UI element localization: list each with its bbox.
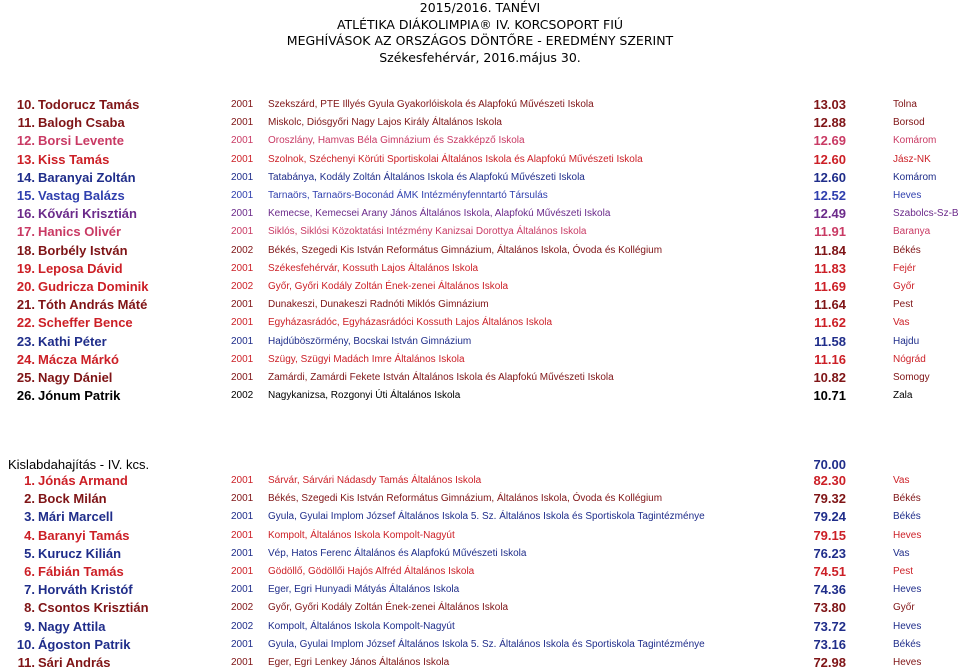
school-name: Kompolt, Általános Iskola Kompolt-Nagyút xyxy=(268,529,455,541)
birth-year: 2001 xyxy=(231,299,254,311)
rank-cell: 3. xyxy=(24,509,35,525)
result-value: 73.72 xyxy=(813,618,846,634)
county-name: Győr xyxy=(893,281,915,292)
table-row xyxy=(0,169,960,187)
result-value: 10.71 xyxy=(813,388,846,404)
birth-year: 2001 xyxy=(231,584,254,596)
table-row xyxy=(0,599,960,617)
athlete-name: Balogh Csaba xyxy=(38,115,125,131)
table-row xyxy=(0,314,960,332)
county-name: Fejér xyxy=(893,262,916,274)
school-name: Győr, Győri Kodály Zoltán Ének-zenei Általános Iskola xyxy=(268,602,509,614)
birth-year: 2001 xyxy=(231,529,254,541)
school-name: Egyházasrádóc, Egyházasrádóci Kossuth Lajos Általános Iskola xyxy=(268,317,553,329)
section-title-ball-throw: Kislabdahajítás - IV. kcs. xyxy=(8,457,150,472)
birth-year: 2001 xyxy=(231,153,254,165)
school-name: Szekszárd, PTE Illyés Gyula Gyakorlóiskola és Alapfokú Művészeti Iskola xyxy=(268,99,594,110)
rank-cell: 9. xyxy=(24,618,35,634)
section-qualifying-limit: 70.00 xyxy=(813,457,846,472)
table-row xyxy=(0,223,960,241)
birth-year: 2001 xyxy=(231,475,254,486)
table-row xyxy=(0,654,960,672)
county-name: Komárom xyxy=(893,135,937,147)
table-row xyxy=(0,490,960,508)
county-name: Nógrád xyxy=(893,353,926,365)
county-name: Békés xyxy=(893,511,921,523)
table-row xyxy=(0,296,960,314)
county-name: Heves xyxy=(893,190,922,201)
county-name: Borsod xyxy=(893,117,925,129)
school-name: Kemecse, Kemecsei Arany János Általános Iskola, Alapfokú Művészeti Iskola xyxy=(268,208,611,220)
school-name: Eger, Egri Hunyadi Mátyás Általános Iskola xyxy=(268,584,460,596)
result-value: 82.30 xyxy=(813,473,846,488)
birth-year: 2002 xyxy=(231,390,254,402)
school-name: Tarnaörs, Tarnaörs-Boconád ÁMK Intézményfenntartó Társulás xyxy=(268,190,548,201)
rank-cell: 7. xyxy=(24,582,35,598)
county-name: Győr xyxy=(893,602,915,614)
birth-year: 2001 xyxy=(231,353,254,365)
school-name: Nagykanizsa, Rozgonyi Úti Általános Iskola xyxy=(268,390,461,402)
rank-cell: 5. xyxy=(24,545,35,561)
rank-cell: 11. xyxy=(17,115,35,131)
athlete-name: Vastag Balázs xyxy=(38,188,125,203)
athlete-name: Bock Milán xyxy=(38,491,107,507)
county-name: Somogy xyxy=(893,372,930,383)
rank-cell: 15. xyxy=(16,188,35,203)
result-value: 11.83 xyxy=(814,260,846,276)
school-name: Békés, Szegedi Kis István Református Gimnázium, Általános Iskola, Óvoda és Kollégium xyxy=(268,493,663,505)
result-value: 73.80 xyxy=(813,600,846,616)
athlete-name: Gudricza Dominik xyxy=(38,279,149,294)
birth-year: 2001 xyxy=(231,566,254,577)
rank-cell: 26. xyxy=(16,388,35,404)
result-value: 13.03 xyxy=(813,97,846,112)
county-name: Hajdu xyxy=(893,335,920,347)
birth-year: 2001 xyxy=(231,262,254,274)
birth-year: 2002 xyxy=(231,620,254,632)
table-row xyxy=(0,333,960,351)
table-row xyxy=(0,96,960,114)
header-line-place-date: Székesfehérvár, 2016.május 30. xyxy=(379,49,581,65)
athlete-name: Horváth Kristóf xyxy=(38,582,133,598)
table-row xyxy=(0,114,960,132)
birth-year: 2001 xyxy=(231,511,254,523)
athlete-name: Fábián Tamás xyxy=(38,564,124,579)
header-line-subtitle: MEGHÍVÁSOK AZ ORSZÁGOS DÖNTŐRE - EREDMÉNY SZERINT xyxy=(286,33,674,48)
table-row xyxy=(0,260,960,278)
rank-cell: 18. xyxy=(16,242,35,258)
birth-year: 2002 xyxy=(231,244,254,256)
rank-cell: 25. xyxy=(16,370,35,385)
birth-year: 2001 xyxy=(231,99,254,110)
county-name: Jász-NK xyxy=(893,153,931,165)
athlete-name: Jónum Patrik xyxy=(38,388,121,404)
county-name: Békés xyxy=(893,244,921,256)
birth-year: 2001 xyxy=(231,657,254,668)
result-value: 11.58 xyxy=(814,333,846,349)
rank-cell: 20. xyxy=(16,279,35,294)
table-row xyxy=(0,618,960,636)
county-name: Heves xyxy=(893,657,922,668)
result-value: 11.69 xyxy=(814,279,846,294)
school-name: Győr, Győri Kodály Zoltán Ének-zenei Általános Iskola xyxy=(268,281,509,292)
rank-cell: 8. xyxy=(24,600,35,616)
county-name: Tolna xyxy=(893,99,917,110)
result-value: 74.36 xyxy=(813,582,846,598)
county-name: Békés xyxy=(893,638,921,650)
county-name: Vas xyxy=(893,317,910,329)
birth-year: 2001 xyxy=(231,171,254,183)
county-name: Pest xyxy=(893,299,914,311)
birth-year: 2001 xyxy=(231,190,254,201)
header-line-year: 2015/2016. TANÉVI xyxy=(419,0,541,15)
school-name: Hajdúböszörmény, Bocskai István Gimnázium xyxy=(268,335,472,347)
table-row xyxy=(0,278,960,296)
result-value: 79.24 xyxy=(813,509,846,525)
rank-cell: 12. xyxy=(16,133,35,149)
table-row xyxy=(0,242,960,260)
result-value: 79.15 xyxy=(813,527,846,543)
county-name: Zala xyxy=(893,390,913,402)
county-name: Komárom xyxy=(893,171,937,183)
birth-year: 2001 xyxy=(231,547,254,559)
school-name: Sárvár, Sárvári Nádasdy Tamás Általános Iskola xyxy=(268,475,482,486)
table-row xyxy=(0,151,960,169)
birth-year: 2001 xyxy=(231,208,254,220)
result-value: 11.62 xyxy=(814,315,846,331)
birth-year: 2001 xyxy=(231,226,254,238)
table-row xyxy=(0,563,960,581)
athlete-name: Baranyi Tamás xyxy=(38,527,130,543)
school-name: Békés, Szegedi Kis István Református Gimnázium, Általános Iskola, Óvoda és Kollégium xyxy=(268,244,663,256)
table-row xyxy=(0,472,960,490)
school-name: Oroszlány, Hamvas Béla Gimnázium és Szakképző Iskola xyxy=(268,135,525,147)
school-name: Tatabánya, Kodály Zoltán Általános Iskola és Alapfokú Művészeti Iskola xyxy=(268,171,585,183)
table-row xyxy=(0,527,960,545)
county-name: Heves xyxy=(893,584,922,596)
result-value: 72.98 xyxy=(813,655,846,670)
birth-year: 2001 xyxy=(231,638,254,650)
athlete-name: Kathi Péter xyxy=(38,333,107,349)
rank-cell: 1. xyxy=(24,473,35,488)
athlete-name: Leposa Dávid xyxy=(38,260,123,276)
county-name: Pest xyxy=(893,566,914,577)
result-value: 12.69 xyxy=(813,133,846,149)
rank-cell: 10. xyxy=(16,97,35,112)
county-name: Vas xyxy=(893,547,910,559)
athlete-name: Mári Marcell xyxy=(38,509,114,525)
table-row xyxy=(0,132,960,150)
athlete-name: Sári András xyxy=(38,655,111,670)
athlete-name: Baranyai Zoltán xyxy=(38,169,136,185)
result-value: 79.32 xyxy=(813,491,846,507)
school-name: Dunakeszi, Dunakeszi Radnóti Miklós Gimnázium xyxy=(268,299,489,311)
rank-cell: 4. xyxy=(24,527,35,543)
rank-cell: 19. xyxy=(16,260,35,276)
county-name: Heves xyxy=(893,620,922,632)
result-value: 10.82 xyxy=(813,370,846,385)
school-name: Gyula, Gyulai Implom József Általános Iskola 5. Sz. Általános Iskola és Sportiskola Tagintézménye xyxy=(268,511,705,523)
birth-year: 2001 xyxy=(231,317,254,329)
table-row xyxy=(0,387,960,405)
athlete-name: Kiss Tamás xyxy=(38,151,110,167)
school-name: Szolnok, Széchenyi Körúti Sportiskolai Általános Iskola és Alapfokú Művészeti Iskola xyxy=(268,153,643,165)
birth-year: 2002 xyxy=(231,602,254,614)
athlete-name: Csontos Krisztián xyxy=(38,600,149,616)
athlete-name: Tóth András Máté xyxy=(38,297,148,313)
table-row xyxy=(0,369,960,387)
rank-cell: 17. xyxy=(16,224,35,240)
athlete-name: Scheffer Bence xyxy=(38,315,133,331)
header-line-event: ATLÉTIKA DIÁKOLIMPIA® IV. KORCSOPORT FIÚ xyxy=(336,16,624,32)
athlete-name: Kurucz Kilián xyxy=(38,545,122,561)
rank-cell: 14. xyxy=(16,169,35,185)
document-header xyxy=(0,0,960,66)
result-value: 12.60 xyxy=(813,151,846,167)
result-value: 12.88 xyxy=(813,115,846,131)
athlete-name: Kővári Krisztián xyxy=(38,206,137,222)
result-value: 11.16 xyxy=(814,351,846,367)
school-name: Eger, Egri Lenkey János Általános Iskola xyxy=(268,657,450,668)
result-value: 12.49 xyxy=(813,206,846,222)
athlete-name: Borbély István xyxy=(38,242,128,258)
school-name: Szügy, Szügyi Madách Imre Általános Iskola xyxy=(268,353,465,365)
rank-cell: 22. xyxy=(16,315,35,331)
birth-year: 2002 xyxy=(231,281,254,292)
athlete-name: Jónás Armand xyxy=(38,473,128,488)
rank-cell: 10. xyxy=(16,636,35,652)
rank-cell: 24. xyxy=(16,351,35,367)
rank-cell: 21. xyxy=(16,297,35,313)
school-name: Kompolt, Általános Iskola Kompolt-Nagyút xyxy=(268,620,455,632)
table-row xyxy=(0,545,960,563)
county-name: Baranya xyxy=(893,226,931,238)
table-row xyxy=(0,636,960,654)
county-name: Heves xyxy=(893,529,922,541)
county-name: Békés xyxy=(893,493,921,505)
table-row xyxy=(0,205,960,223)
county-name: Szabolcs-Sz-B xyxy=(893,208,959,220)
result-value: 11.64 xyxy=(814,297,846,313)
athlete-name: Nagy Attila xyxy=(38,618,106,634)
athlete-name: Todorucz Tamás xyxy=(38,97,140,112)
birth-year: 2001 xyxy=(231,135,254,147)
birth-year: 2001 xyxy=(231,493,254,505)
table-row xyxy=(0,351,960,369)
table-row xyxy=(0,581,960,599)
rank-cell: 11. xyxy=(17,655,35,670)
school-name: Zamárdi, Zamárdi Fekete István Általános Iskola és Alapfokú Művészeti Iskola xyxy=(268,372,614,383)
athlete-name: Hanics Olivér xyxy=(38,224,122,240)
school-name: Gyula, Gyulai Implom József Általános Iskola 5. Sz. Általános Iskola és Sportiskola Tagintézménye xyxy=(268,638,705,650)
athlete-name: Borsi Levente xyxy=(38,133,124,149)
rank-cell: 13. xyxy=(16,151,35,167)
athlete-name: Nagy Dániel xyxy=(38,370,113,385)
county-name: Vas xyxy=(893,475,910,486)
school-name: Siklós, Siklósi Közoktatási Intézmény Kanizsai Dorottya Általános Iskola xyxy=(268,226,587,238)
result-value: 12.52 xyxy=(813,188,846,203)
school-name: Gödöllő, Gödöllői Hajós Alfréd Általános Iskola xyxy=(268,566,475,577)
birth-year: 2001 xyxy=(231,335,254,347)
rank-cell: 2. xyxy=(24,491,35,507)
school-name: Székesfehérvár, Kossuth Lajos Általános Iskola xyxy=(268,262,479,274)
athlete-name: Ágoston Patrik xyxy=(38,636,131,652)
result-value: 73.16 xyxy=(813,636,846,652)
result-value: 11.84 xyxy=(814,242,846,258)
birth-year: 2001 xyxy=(231,372,254,383)
school-name: Vép, Hatos Ferenc Általános és Alapfokú Művészeti Iskola xyxy=(268,547,527,559)
rank-cell: 23. xyxy=(16,333,35,349)
result-value: 12.60 xyxy=(813,169,846,185)
result-value: 11.91 xyxy=(814,224,846,240)
table-row xyxy=(0,187,960,205)
rank-cell: 6. xyxy=(24,564,35,579)
rank-cell: 16. xyxy=(16,206,35,222)
result-value: 74.51 xyxy=(813,564,846,579)
athlete-name: Mácza Márkó xyxy=(38,351,119,367)
table-row xyxy=(0,508,960,526)
birth-year: 2001 xyxy=(231,117,254,129)
school-name: Miskolc, Diósgyőri Nagy Lajos Király Általános Iskola xyxy=(268,117,502,129)
result-value: 76.23 xyxy=(813,545,846,561)
